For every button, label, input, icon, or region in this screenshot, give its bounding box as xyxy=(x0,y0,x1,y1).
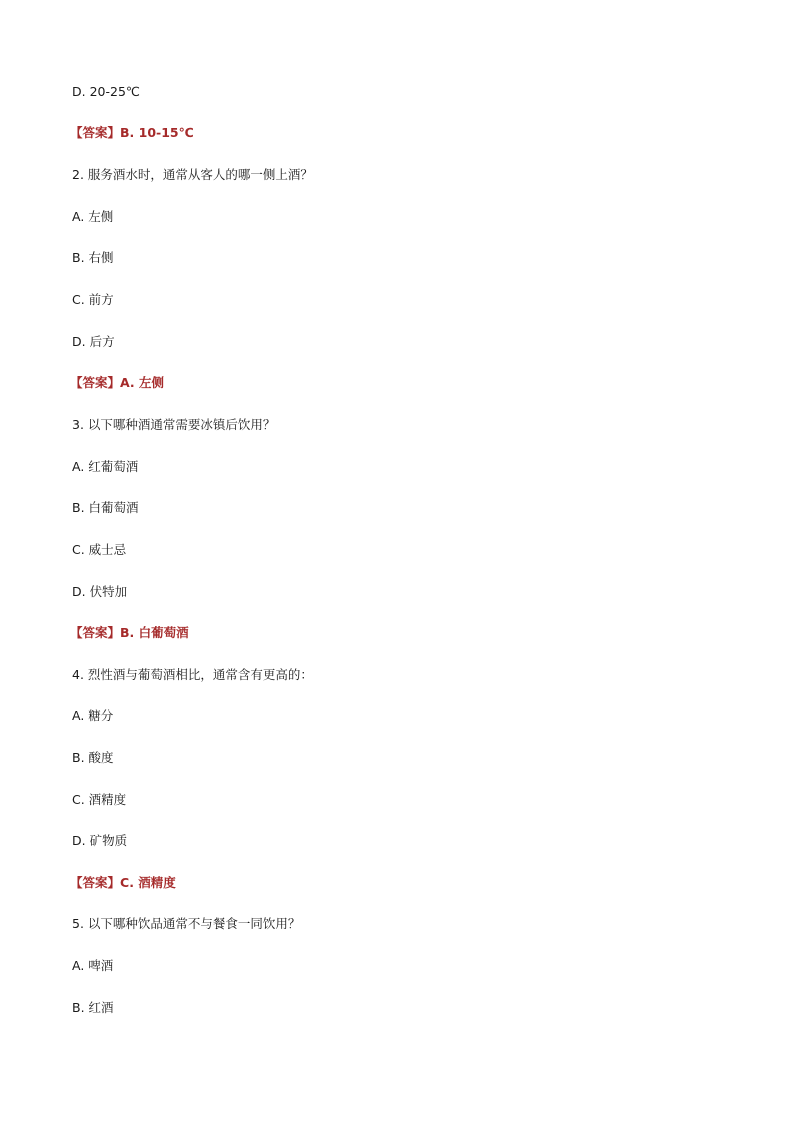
option-line: B. 白葡萄酒 xyxy=(72,500,139,515)
option-line: C. 酒精度 xyxy=(72,792,127,807)
answer-line xyxy=(70,625,189,641)
answer-label: 【答案】 xyxy=(70,875,121,890)
option-line: A. 红葡萄酒 xyxy=(72,459,139,474)
question-line: 3. 以下哪种酒通常需要冰镇后饮用？ xyxy=(72,417,276,432)
option-line: A. 糖分 xyxy=(72,708,114,723)
option-line: D. 20-25℃ xyxy=(72,84,140,99)
question-line: 5. 以下哪种饮品通常不与餐食一同饮用？ xyxy=(72,916,301,931)
answer-text: A. 左侧 xyxy=(120,375,165,390)
answer-line xyxy=(70,375,164,391)
option-line: B. 右侧 xyxy=(72,250,114,265)
answer-text: C. 酒精度 xyxy=(120,875,176,890)
answer-label: 【答案】 xyxy=(70,375,121,390)
option-line: D. 伏特加 xyxy=(72,584,128,599)
answer-line xyxy=(70,125,194,141)
option-line: C. 威士忌 xyxy=(72,542,127,557)
option-line: A. 左侧 xyxy=(72,209,114,224)
answer-label: 【答案】 xyxy=(70,625,121,640)
option-line: A. 啤酒 xyxy=(72,958,114,973)
question-line: 4. 烈性酒与葡萄酒相比，通常含有更高的： xyxy=(72,667,313,682)
option-line: C. 前方 xyxy=(72,292,114,307)
option-line: B. 红酒 xyxy=(72,1000,114,1015)
option-line: D. 后方 xyxy=(72,334,115,349)
answer-label: 【答案】 xyxy=(70,125,121,140)
answer-text: B. 白葡萄酒 xyxy=(120,625,189,640)
answer-line xyxy=(70,875,176,891)
option-line: B. 酸度 xyxy=(72,750,114,765)
question-line: 2. 服务酒水时，通常从客人的哪一侧上酒？ xyxy=(72,167,313,182)
answer-text: B. 10-15℃ xyxy=(120,125,194,140)
option-line: D. 矿物质 xyxy=(72,833,128,848)
